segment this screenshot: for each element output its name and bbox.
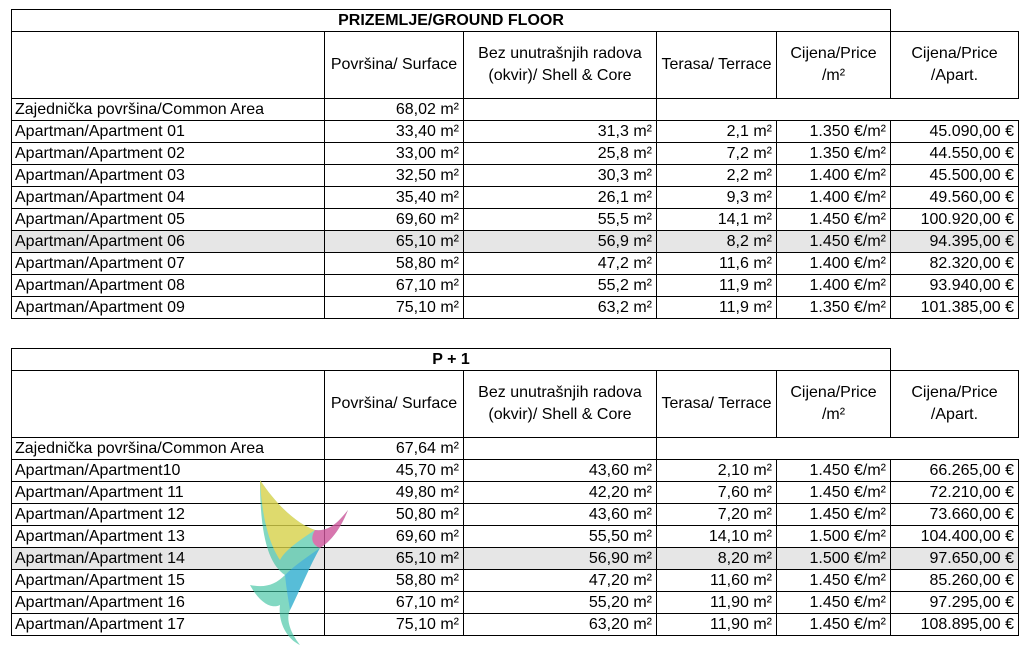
apartment-terrace: 11,6 m² — [657, 253, 777, 275]
apartment-price-m2: 1.450 €/m² — [777, 482, 891, 504]
apartment-terrace: 7,2 m² — [657, 143, 777, 165]
apartment-terrace: 7,20 m² — [657, 504, 777, 526]
apartment-surface: 67,10 m² — [325, 275, 464, 297]
apartment-shell: 56,90 m² — [464, 548, 657, 570]
apartment-name: Apartman/Apartment 03 — [12, 165, 325, 187]
apartment-price: 101.385,00 € — [891, 297, 1019, 319]
apartment-name: Apartman/Apartment 07 — [12, 253, 325, 275]
common-area-row — [12, 438, 1019, 460]
apartment-price: 108.895,00 € — [891, 614, 1019, 636]
apartment-terrace: 7,60 m² — [657, 482, 777, 504]
apartment-price-m2: 1.350 €/m² — [777, 297, 891, 319]
apartment-price: 45.090,00 € — [891, 121, 1019, 143]
apartment-price: 85.260,00 € — [891, 570, 1019, 592]
apartment-name: Apartman/Apartment 02 — [12, 143, 325, 165]
header-price-apart: Cijena/Price /Apart. — [891, 32, 1019, 99]
header-surface: Površina/ Surface — [325, 371, 464, 438]
apartment-price: 49.560,00 € — [891, 187, 1019, 209]
apartment-terrace: 2,2 m² — [657, 165, 777, 187]
apartment-price: 104.400,00 € — [891, 526, 1019, 548]
apartment-shell: 25,8 m² — [464, 143, 657, 165]
apartment-name: Apartman/Apartment 16 — [12, 592, 325, 614]
apartment-surface: 69,60 m² — [325, 209, 464, 231]
apartment-row — [12, 253, 1019, 275]
apartment-surface: 58,80 m² — [325, 253, 464, 275]
apartment-surface: 32,50 m² — [325, 165, 464, 187]
apartment-row — [12, 165, 1019, 187]
apartment-shell: 26,1 m² — [464, 187, 657, 209]
apartment-terrace: 14,1 m² — [657, 209, 777, 231]
apartment-terrace: 2,1 m² — [657, 121, 777, 143]
apartment-row — [12, 275, 1019, 297]
apartment-shell: 30,3 m² — [464, 165, 657, 187]
apartment-surface: 33,40 m² — [325, 121, 464, 143]
apartment-price: 72.210,00 € — [891, 482, 1019, 504]
apartment-terrace: 8,2 m² — [657, 231, 777, 253]
apartment-price-m2: 1.500 €/m² — [777, 526, 891, 548]
apartment-row — [12, 614, 1019, 636]
apartment-row — [12, 526, 1019, 548]
apartment-terrace: 9,3 m² — [657, 187, 777, 209]
apartment-shell: 47,20 m² — [464, 570, 657, 592]
apartment-price-m2: 1.400 €/m² — [777, 253, 891, 275]
apartment-row — [12, 143, 1019, 165]
apartment-surface: 69,60 m² — [325, 526, 464, 548]
apartment-surface: 65,10 m² — [325, 548, 464, 570]
apartment-price-m2: 1.450 €/m² — [777, 504, 891, 526]
apartment-surface: 45,70 m² — [325, 460, 464, 482]
header-name — [12, 371, 325, 438]
apartment-shell: 55,20 m² — [464, 592, 657, 614]
apartment-price: 44.550,00 € — [891, 143, 1019, 165]
apartment-price: 97.295,00 € — [891, 592, 1019, 614]
header-price-m2: Cijena/Price /m² — [777, 371, 891, 438]
apartment-surface: 33,00 m² — [325, 143, 464, 165]
apartment-shell: 43,60 m² — [464, 460, 657, 482]
apartment-price: 66.265,00 € — [891, 460, 1019, 482]
table-title: P + 1 — [12, 349, 891, 371]
header-price-apart: Cijena/Price /Apart. — [891, 371, 1019, 438]
apartment-name: Apartman/Apartment 06 — [12, 231, 325, 253]
apartment-price: 97.650,00 € — [891, 548, 1019, 570]
header-shell: Bez unutrašnjih radova (okvir)/ Shell & Core — [464, 32, 657, 99]
apartment-row — [12, 504, 1019, 526]
apartment-price-m2: 1.450 €/m² — [777, 460, 891, 482]
common-area-row — [12, 99, 1019, 121]
apartment-row — [12, 297, 1019, 319]
apartment-terrace: 11,60 m² — [657, 570, 777, 592]
common-area-label: Zajednička površina/Common Area — [12, 438, 325, 460]
header-surface: Površina/ Surface — [325, 32, 464, 99]
table-title: PRIZEMLJE/GROUND FLOOR — [12, 10, 891, 32]
apartment-price: 94.395,00 € — [891, 231, 1019, 253]
apartment-surface: 58,80 m² — [325, 570, 464, 592]
apartment-shell: 55,50 m² — [464, 526, 657, 548]
apartment-price-m2: 1.500 €/m² — [777, 548, 891, 570]
apartment-name: Apartman/Apartment 13 — [12, 526, 325, 548]
apartment-price: 82.320,00 € — [891, 253, 1019, 275]
apartment-name: Apartman/Apartment 09 — [12, 297, 325, 319]
apartment-row — [12, 592, 1019, 614]
apartment-name: Apartman/Apartment 04 — [12, 187, 325, 209]
apartment-name: Apartman/Apartment 12 — [12, 504, 325, 526]
common-area-surface: 67,64 m² — [325, 438, 464, 460]
apartment-terrace: 11,90 m² — [657, 592, 777, 614]
apartment-price: 45.500,00 € — [891, 165, 1019, 187]
apartment-price: 73.660,00 € — [891, 504, 1019, 526]
apartment-price-m2: 1.450 €/m² — [777, 614, 891, 636]
apartment-terrace: 8,20 m² — [657, 548, 777, 570]
apartment-name: Apartman/Apartment 15 — [12, 570, 325, 592]
apartment-shell: 31,3 m² — [464, 121, 657, 143]
apartment-terrace: 14,10 m² — [657, 526, 777, 548]
apartment-shell: 63,20 m² — [464, 614, 657, 636]
first-floor-table — [11, 348, 1019, 636]
apartment-terrace: 11,9 m² — [657, 297, 777, 319]
apartment-name: Apartman/Apartment 01 — [12, 121, 325, 143]
apartment-price: 100.920,00 € — [891, 209, 1019, 231]
apartment-terrace: 2,10 m² — [657, 460, 777, 482]
apartment-shell: 47,2 m² — [464, 253, 657, 275]
apartment-price-m2: 1.350 €/m² — [777, 143, 891, 165]
apartment-price-m2: 1.400 €/m² — [777, 275, 891, 297]
apartment-shell: 43,60 m² — [464, 504, 657, 526]
header-terrace: Terasa/ Terrace — [657, 32, 777, 99]
apartment-row — [12, 482, 1019, 504]
header-row — [12, 371, 1019, 438]
apartment-price-m2: 1.450 €/m² — [777, 209, 891, 231]
apartment-terrace: 11,90 m² — [657, 614, 777, 636]
header-name — [12, 32, 325, 99]
apartment-shell: 56,9 m² — [464, 231, 657, 253]
common-area-surface: 68,02 m² — [325, 99, 464, 121]
apartment-price-m2: 1.350 €/m² — [777, 121, 891, 143]
header-price-m2: Cijena/Price /m² — [777, 32, 891, 99]
apartment-surface: 49,80 m² — [325, 482, 464, 504]
apartment-surface: 75,10 m² — [325, 614, 464, 636]
header-row — [12, 32, 1019, 99]
apartment-name: Apartman/Apartment 05 — [12, 209, 325, 231]
apartment-price: 93.940,00 € — [891, 275, 1019, 297]
apartment-shell: 55,5 m² — [464, 209, 657, 231]
apartment-shell: 63,2 m² — [464, 297, 657, 319]
apartment-shell: 42,20 m² — [464, 482, 657, 504]
ground-floor-table — [11, 9, 1019, 319]
apartment-shell: 55,2 m² — [464, 275, 657, 297]
header-shell: Bez unutrašnjih radova (okvir)/ Shell & Core — [464, 371, 657, 438]
apartment-price-m2: 1.400 €/m² — [777, 187, 891, 209]
apartment-name: Apartman/Apartment 08 — [12, 275, 325, 297]
header-terrace: Terasa/ Terrace — [657, 371, 777, 438]
apartment-price-m2: 1.450 €/m² — [777, 231, 891, 253]
apartment-surface: 67,10 m² — [325, 592, 464, 614]
apartment-surface: 35,40 m² — [325, 187, 464, 209]
apartment-row — [12, 460, 1019, 482]
apartment-row — [12, 570, 1019, 592]
apartment-price-m2: 1.450 €/m² — [777, 570, 891, 592]
apartment-price-m2: 1.450 €/m² — [777, 592, 891, 614]
apartment-surface: 50,80 m² — [325, 504, 464, 526]
apartment-surface: 65,10 m² — [325, 231, 464, 253]
apartment-row — [12, 209, 1019, 231]
apartment-name: Apartman/Apartment10 — [12, 460, 325, 482]
apartment-row — [12, 548, 1019, 570]
apartment-terrace: 11,9 m² — [657, 275, 777, 297]
apartment-name: Apartman/Apartment 11 — [12, 482, 325, 504]
apartment-surface: 75,10 m² — [325, 297, 464, 319]
apartment-name: Apartman/Apartment 17 — [12, 614, 325, 636]
common-area-label: Zajednička površina/Common Area — [12, 99, 325, 121]
apartment-row — [12, 187, 1019, 209]
apartment-row — [12, 121, 1019, 143]
apartment-name: Apartman/Apartment 14 — [12, 548, 325, 570]
apartment-row — [12, 231, 1019, 253]
apartment-price-m2: 1.400 €/m² — [777, 165, 891, 187]
